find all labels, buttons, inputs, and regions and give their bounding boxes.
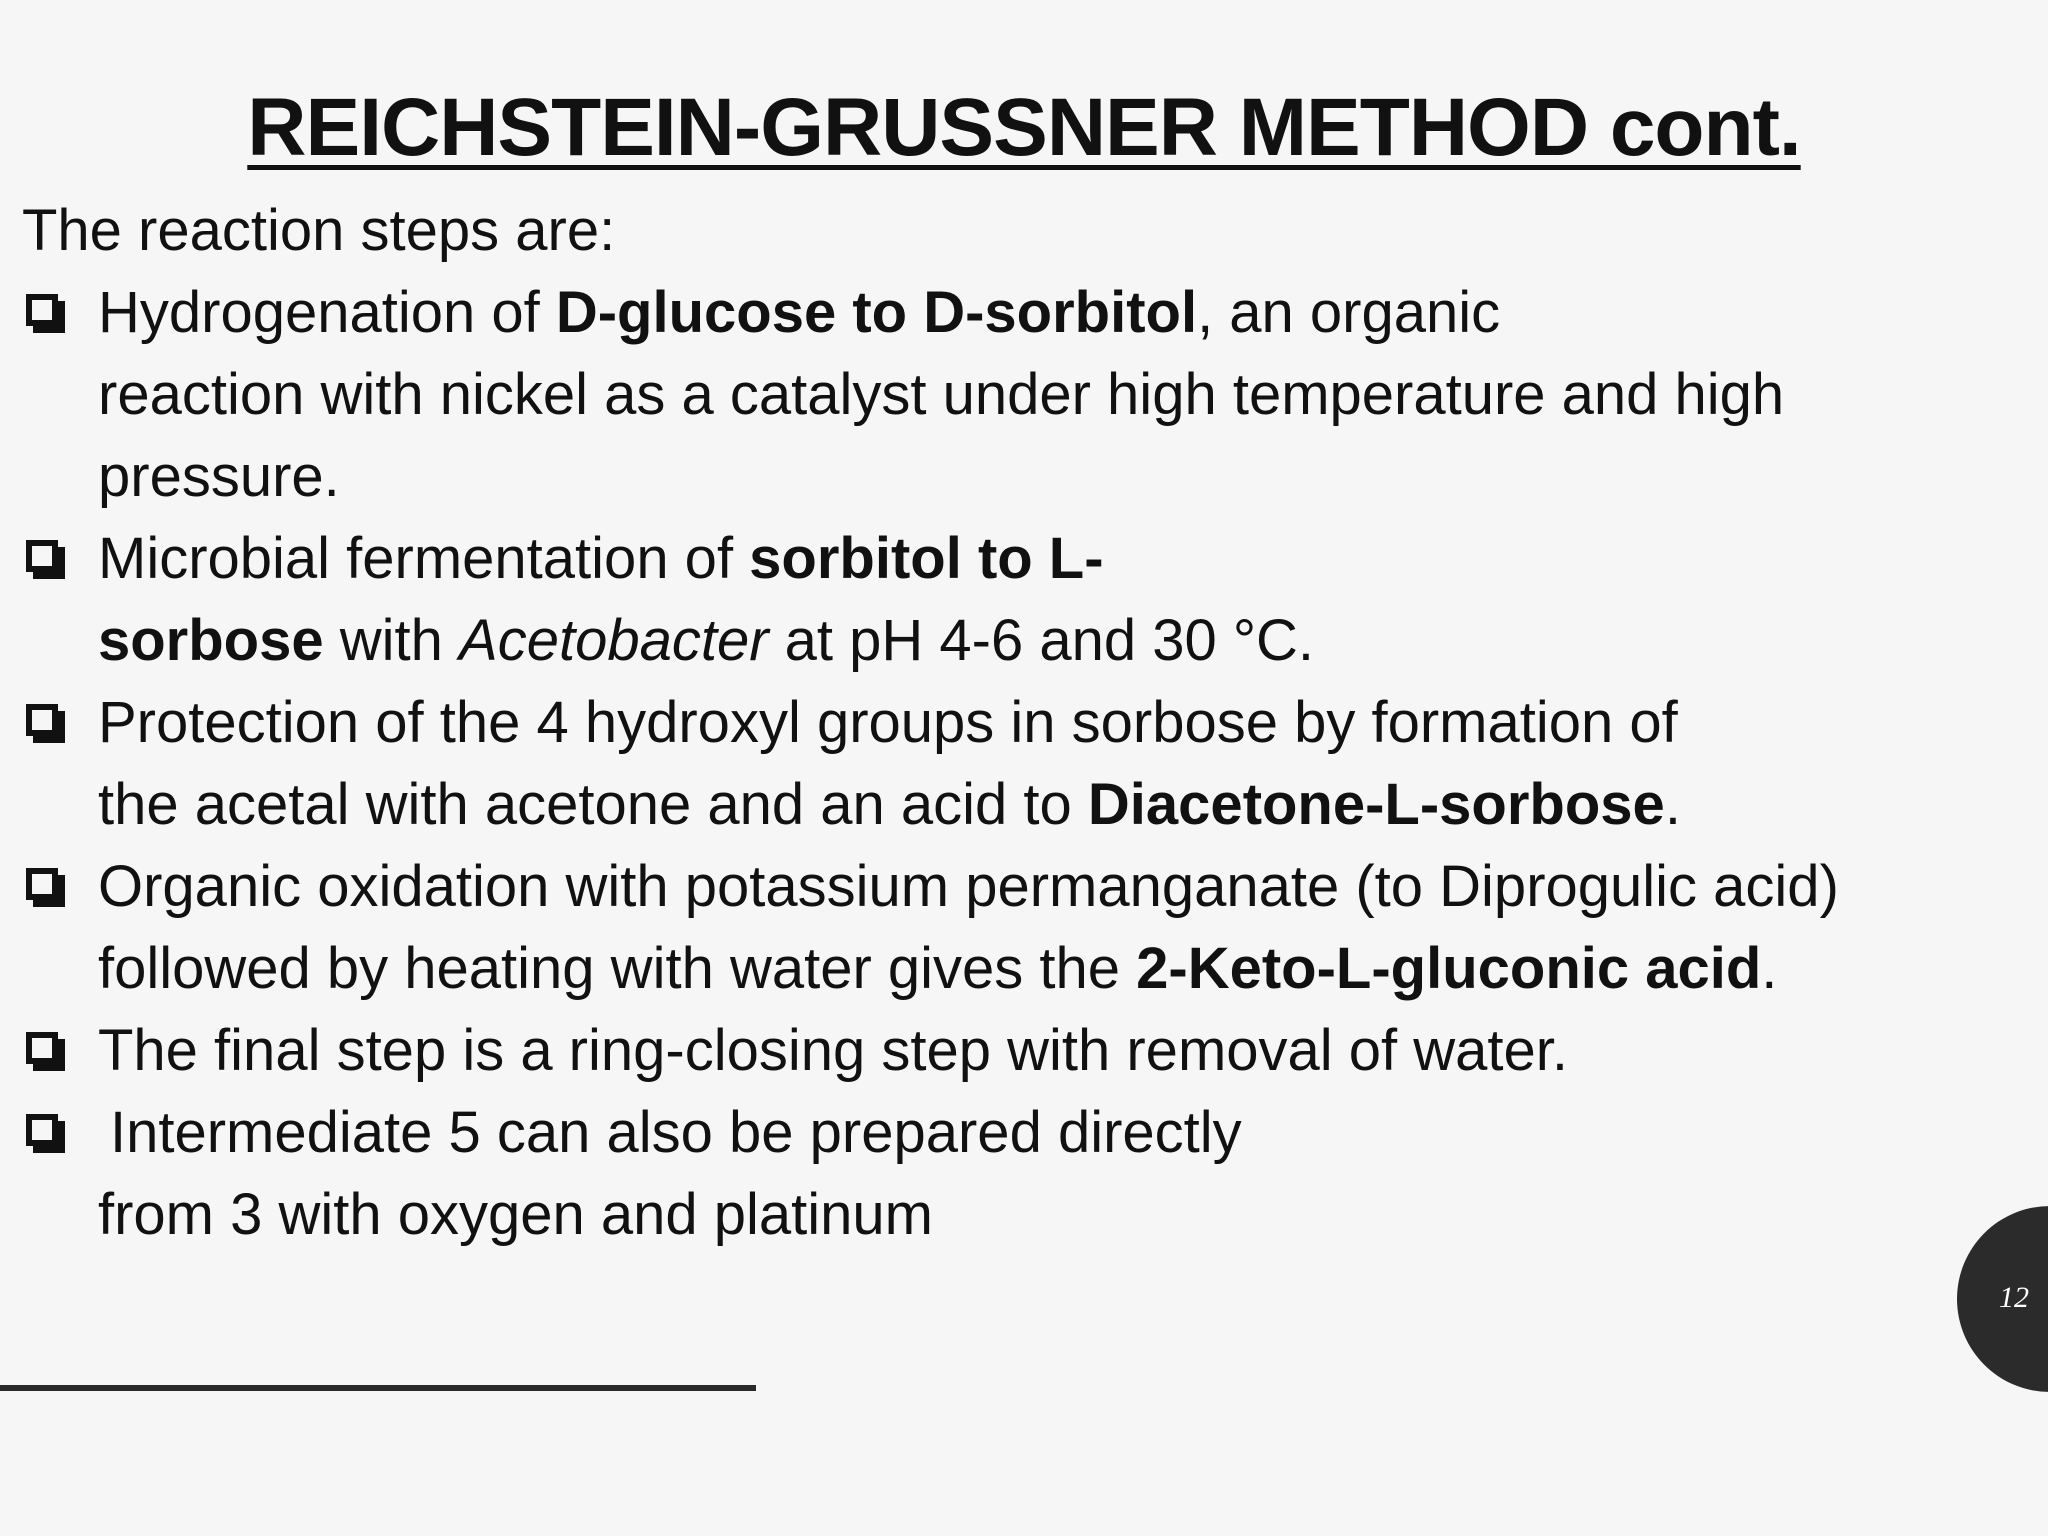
bullet-text: Hydrogenation of bbox=[98, 280, 556, 345]
checkbox-bullet-icon bbox=[26, 294, 58, 326]
checkbox-bullet-icon bbox=[26, 540, 58, 572]
reaction-steps-list bbox=[22, 272, 2042, 1256]
bullet-italic-text: Acetobacter bbox=[459, 608, 769, 673]
slide-title bbox=[0, 78, 2048, 178]
list-item bbox=[22, 1092, 2042, 1256]
bullet-text: with bbox=[323, 608, 460, 673]
footer-divider bbox=[0, 1385, 756, 1391]
slide-title-text: REICHSTEIN-GRUSSNER METHOD cont. bbox=[247, 82, 1801, 173]
bullet-line: The final step is a ring-closing step with removal of water. bbox=[98, 1018, 1568, 1083]
bullet-line: reaction with nickel as a catalyst under high temperature and high bbox=[98, 362, 1785, 427]
bullet-bold-text: Diacetone-L-sorbose bbox=[1087, 772, 1665, 837]
bullet-text: . bbox=[1664, 772, 1681, 837]
checkbox-bullet-icon bbox=[26, 1032, 58, 1064]
bullet-text: at pH 4-6 and 30 °C. bbox=[768, 608, 1315, 673]
checkbox-bullet-icon bbox=[26, 1114, 58, 1146]
bullet-line bbox=[98, 600, 2042, 682]
bullet-line: Intermediate 5 can also be prepared directly bbox=[110, 1100, 1242, 1165]
bullet-bold-text: sorbitol to L- bbox=[749, 526, 1104, 591]
list-item bbox=[22, 1010, 2042, 1092]
checkbox-bullet-icon bbox=[26, 868, 58, 900]
bullet-line: pressure. bbox=[98, 444, 340, 509]
bullet-line bbox=[98, 518, 2042, 600]
bullet-text: , an organic bbox=[1197, 280, 1501, 345]
bullet-text: Microbial fermentation of bbox=[98, 526, 750, 591]
intro-text: The reaction steps are: bbox=[22, 198, 616, 263]
bullet-text: followed by heating with water gives the bbox=[98, 936, 1137, 1001]
bullet-bold-text: 2-Keto-L-gluconic acid bbox=[1136, 936, 1762, 1001]
bullet-line bbox=[98, 764, 2042, 846]
checkbox-bullet-icon bbox=[26, 704, 58, 736]
bullet-text: . bbox=[1761, 936, 1778, 1001]
bullet-line bbox=[98, 272, 2042, 354]
list-item bbox=[22, 682, 2042, 846]
bullet-line: Protection of the 4 hydroxyl groups in sorbose by formation of bbox=[98, 690, 1678, 755]
page-number: 12 bbox=[1999, 1281, 2029, 1314]
bullet-bold-text: D-glucose to D-sorbitol bbox=[555, 280, 1198, 345]
list-item bbox=[22, 518, 2042, 682]
bullet-text: the acetal with acetone and an acid to bbox=[98, 772, 1088, 837]
bullet-line: from 3 with oxygen and platinum bbox=[98, 1182, 933, 1247]
bullet-line bbox=[98, 928, 2042, 1010]
bullet-bold-text: sorbose bbox=[98, 608, 324, 673]
list-item bbox=[22, 846, 2042, 1010]
bullet-line: Organic oxidation with potassium permanganate (to Diprogulic acid) bbox=[98, 854, 1839, 919]
list-item bbox=[22, 272, 2042, 518]
